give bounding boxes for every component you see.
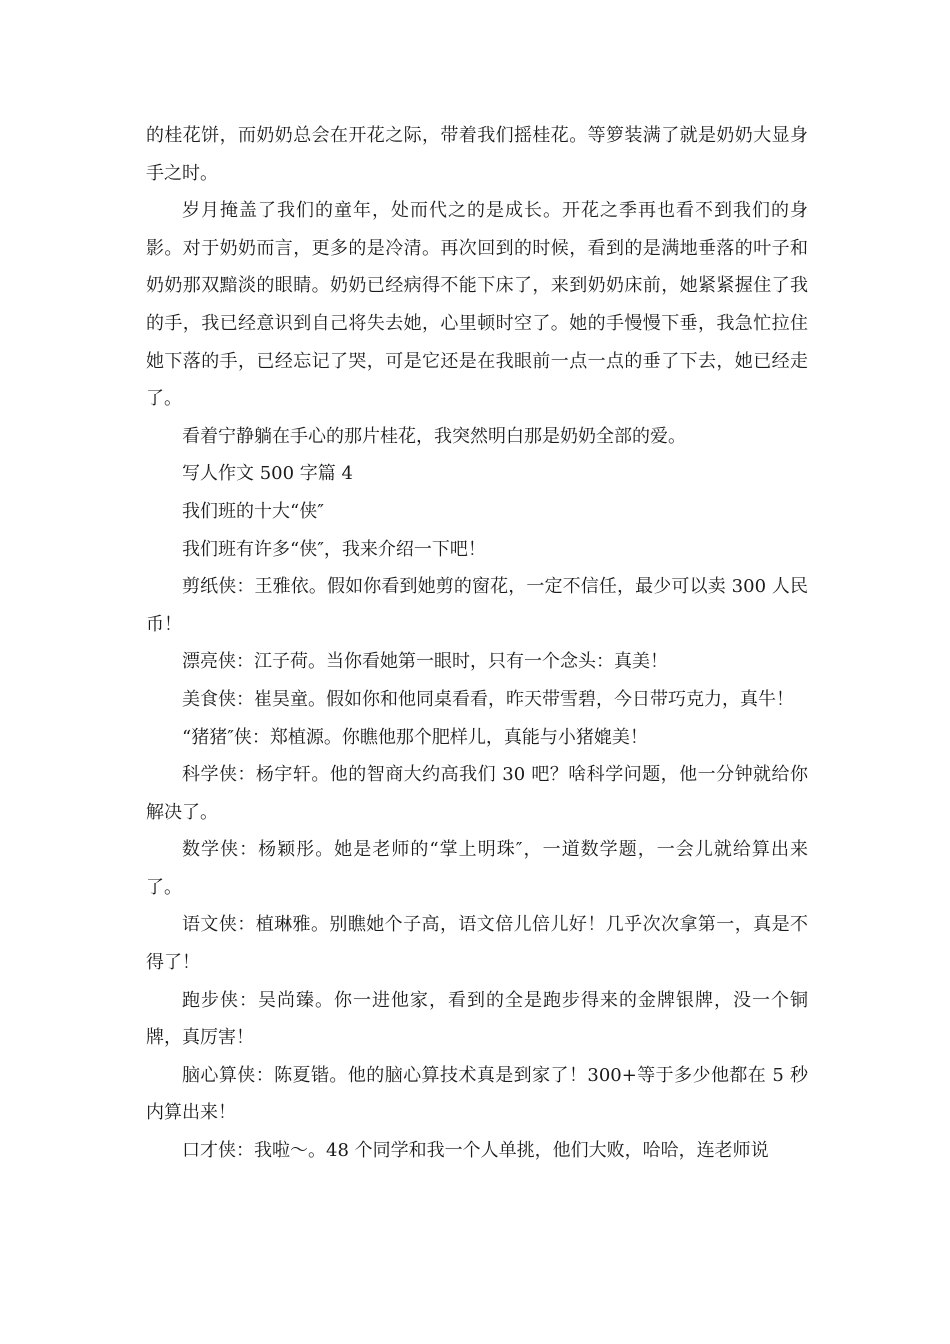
paragraph: 科学侠：杨宇轩。他的智商大约高我们 30 吧？啥科学问题，他一分钟就给你解决了。	[146, 764, 808, 823]
essay-title: 我们班的十大“侠″	[182, 500, 324, 522]
paragraph: 剪纸侠：王雅依。假如你看到她剪的窗花，一定不信任，最少可以卖 300 人民币！	[146, 576, 808, 635]
paragraph: 美食侠：崔昊童。假如你和他同桌看看，昨天带雪碧，今日带巧克力，真牛！	[182, 688, 794, 710]
paragraph: 的桂花饼，而奶奶总会在开花之际，带着我们摇桂花。等箩装满了就是奶奶大显身手之时。	[146, 125, 808, 184]
paragraph: 跑步侠：吴尚臻。你一进他家，看到的全是跑步得来的金牌银牌，没一个铜牌，真厉害！	[146, 989, 808, 1049]
paragraph: 漂亮侠：江子荷。当你看她第一眼时，只有一个念头：真美！	[182, 651, 668, 673]
paragraph: 语文侠：植琳雅。别瞧她个子高，语文倍儿倍儿好！几乎次次拿第一，真是不得了！	[146, 914, 808, 974]
paragraph: 数学侠：杨颖彤。她是老师的“掌上明珠″，一道数学题，一会儿就给算出来了。	[146, 839, 808, 898]
paragraph: 我们班有许多“侠″，我来介绍一下吧！	[182, 538, 486, 560]
paragraph: 岁月掩盖了我们的童年，处而代之的是成长。开花之季再也看不到我们的身影。对于奶奶而言，更多的是冷清。再次回到的时候，看到的是满地垂落的叶子和奶奶那双黯淡的眼睛。奶奶已经病得不能下床了，来到奶奶床前，她紧紧握住了我的手，我已经意识到自己将失去她，心里顿时空了。她的手慢慢下垂，我急忙拉住她下落的手，已经忘记了哭，可是它还是在我眼前一点一点的垂了下去，她已经走了。	[146, 200, 808, 410]
paragraph: “猪猪″侠：郑植源。你瞧他那个肥样儿，真能与小猪媲美！	[182, 726, 648, 748]
paragraph: 口才侠：我啦～。48 个同学和我一个人单挑，他们大败，哈哈，连老师说	[182, 1140, 769, 1162]
paragraph: 看着宁静躺在手心的那片桂花，我突然明白那是奶奶全部的爱。	[182, 425, 686, 447]
document-body	[146, 117, 808, 1170]
section-heading: 写人作文 500 字篇 4	[182, 463, 353, 485]
paragraph: 脑心算侠：陈夏锴。他的脑心算技术真是到家了！300+等于多少他都在 5 秒内算出来！	[146, 1064, 808, 1124]
